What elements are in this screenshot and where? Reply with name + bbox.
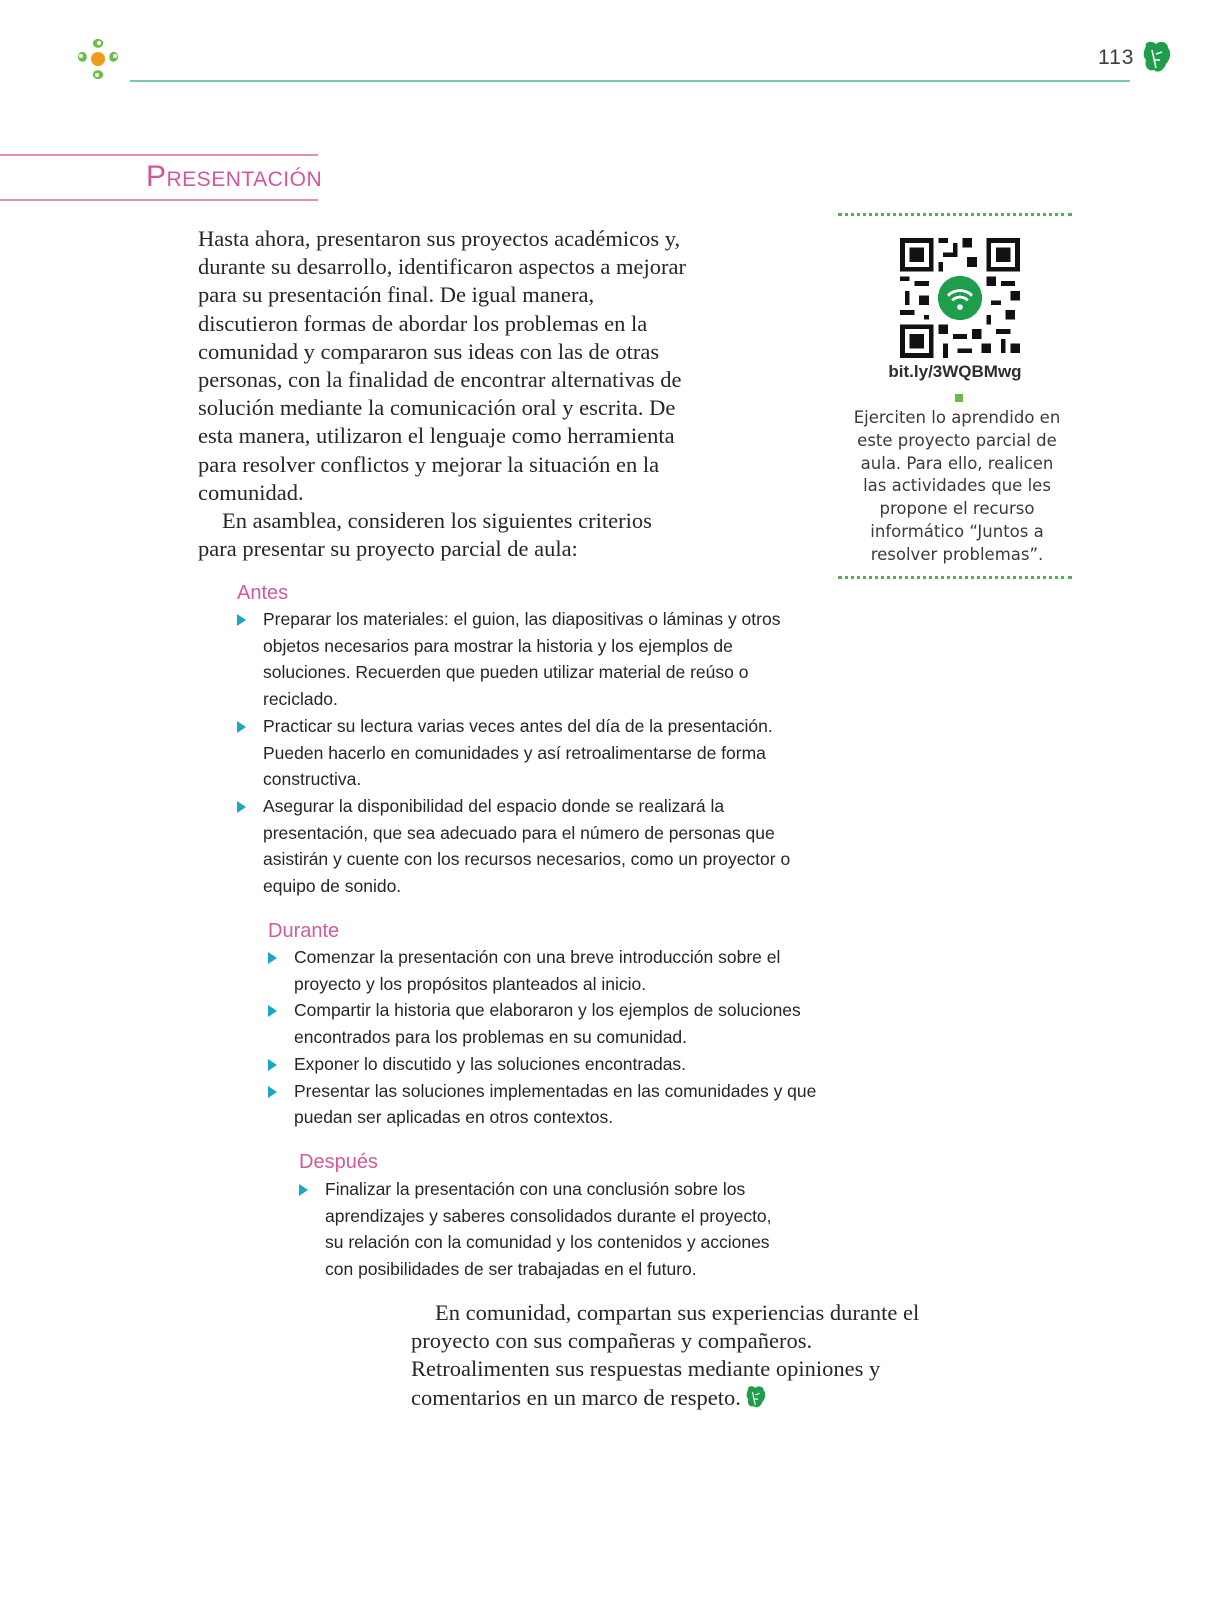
section-rule-bottom (0, 199, 318, 201)
sidebar-dotted-rule-top (838, 213, 1072, 216)
green-leaf-icon (745, 1385, 767, 1409)
qr-link[interactable]: bit.ly/3WQBMwg (888, 362, 1022, 381)
bullet-arrow-icon (299, 1184, 308, 1196)
bullet-arrow-icon (237, 721, 246, 733)
bullet-arrow-icon (237, 614, 246, 626)
bullet-arrow-icon (268, 1005, 277, 1017)
qr-code-icon[interactable] (900, 238, 1020, 358)
bullet-arrow-icon (268, 1059, 277, 1071)
list-antes (235, 606, 795, 900)
green-square-marker (955, 394, 963, 402)
page-number: 113 (1098, 46, 1135, 69)
green-leaf-icon (1142, 40, 1172, 74)
header-rule (130, 80, 1130, 82)
list-item: Presentar las soluciones implementadas en las comunidades y que puedan ser aplicadas en otros contextos. (266, 1078, 826, 1131)
list-item: Asegurar la disponibilidad del espacio donde se realizará la presentación, que sea adecuado para el número de personas que asistirán y cuente con los recursos necesarios, como un proyector o equipo de sonido. (235, 793, 795, 900)
intro-text (198, 225, 688, 563)
list-item: Exponer lo discutido y las soluciones encontradas. (266, 1051, 826, 1078)
group-title-antes: Antes (237, 582, 289, 604)
group-title-durante: Durante (268, 920, 340, 942)
intro-paragraph-2: En asamblea, consideren los siguientes criterios para presentar su proyecto parcial de aula: (198, 508, 652, 562)
bullet-arrow-icon (268, 952, 277, 964)
list-item: Compartir la historia que elaboraron y los ejemplos de soluciones encontrados para los problemas en su comunidad. (266, 997, 826, 1050)
sidebar-text: Ejerciten lo aprendido en este proyecto parcial de aula. Para ello, realicen las actividades que les propone el recurso informático “Juntos a resolver problemas”. (853, 408, 1061, 564)
closing-text (411, 1299, 931, 1412)
list-item: Comenzar la presentación con una breve introducción sobre el proyecto y los propósitos planteados al inicio. (266, 944, 826, 997)
list-item: Preparar los materiales: el guion, las diapositivas o láminas y otros objetos necesarios para mostrar la historia y los ejemplos de soluciones. Recuerden que pueden utilizar material de reúso o reciclado. (235, 606, 795, 713)
bullet-arrow-icon (268, 1086, 277, 1098)
project-logo-icon (72, 33, 124, 85)
bullet-arrow-icon (237, 801, 246, 813)
closing-paragraph: En comunidad, compartan sus experiencias durante el proyecto con sus compañeras y compañeros. Retroalimenten sus respuestas mediante opiniones y comentarios en un marco de respeto. (411, 1300, 920, 1410)
sidebar-dotted-rule-bottom (838, 576, 1072, 579)
group-title-despues: Después (299, 1151, 378, 1173)
list-item: Finalizar la presentación con una conclusión sobre los aprendizajes y saberes consolidados durante el proyecto, su relación con la comunidad y los contenidos y acciones con posibilidades de ser trabajadas en el futuro. (297, 1176, 787, 1283)
list-despues (297, 1176, 787, 1283)
list-item: Practicar su lectura varias veces antes del día de la presentación. Pueden hacerlo en comunidades y así retroalimentarse de forma constructiva. (235, 713, 795, 793)
list-durante (266, 944, 826, 1131)
intro-paragraph-1: Hasta ahora, presentaron sus proyectos académicos y, durante su desarrollo, identificaron aspectos a mejorar para su presentación final. De igual manera, discutieron formas de abordar los problemas en la comunidad y compararon sus ideas con las de otras personas, con la finalidad de encontrar alternativas de solución mediante la comunicación oral y escrita. De esta manera, utilizaron el lenguaje como herramienta para resolver conflictos y mejorar la situación en la comunidad. (198, 226, 686, 505)
section-rule-top (0, 154, 318, 156)
section-title: Presentación (146, 160, 323, 193)
